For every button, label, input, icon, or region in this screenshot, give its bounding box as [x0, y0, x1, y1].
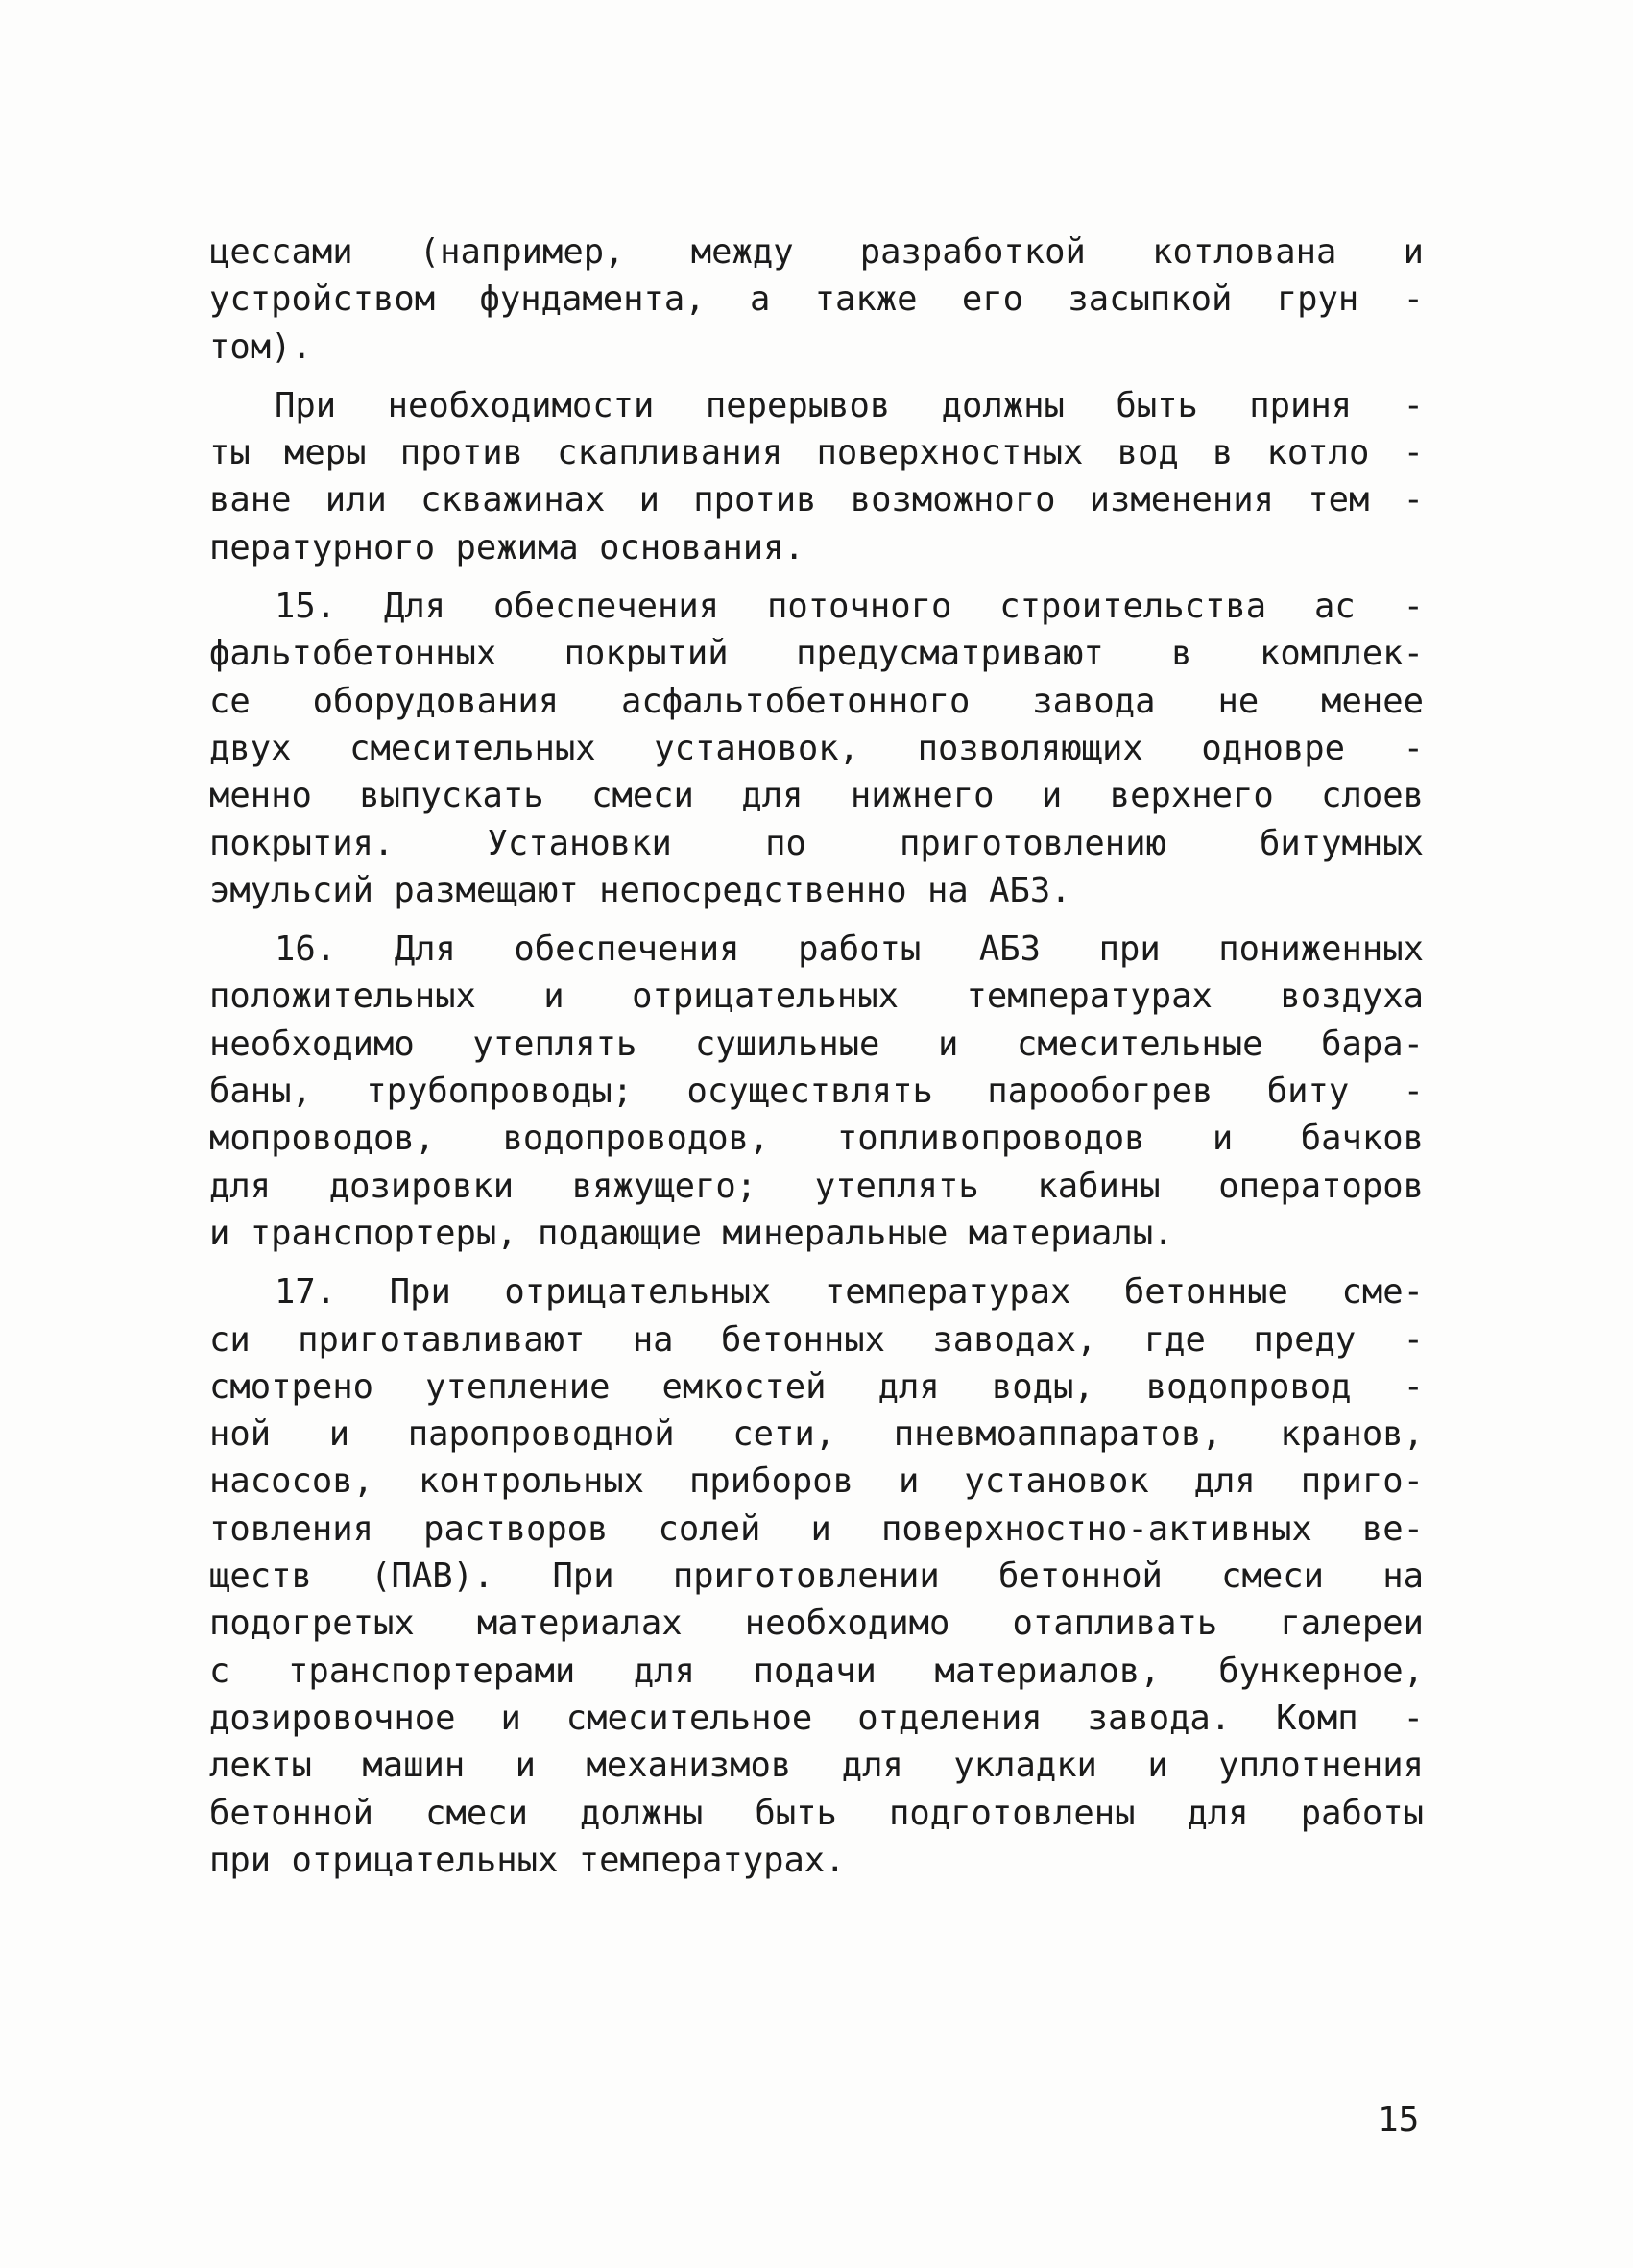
text-line: устройством фундамента, а также его засыпкой грун -	[209, 279, 1424, 320]
text-line: фальтобетонных покрытий предусматривают в комплек-	[209, 634, 1424, 674]
text-line: баны, трубопроводы; осуществлять парообогрев биту -	[209, 1072, 1424, 1112]
paragraph	[209, 926, 1424, 1257]
text-line: покрытия. Установки по приготовлению битумных	[209, 823, 1424, 863]
text-line: цессами (например, между разработкой котлована и	[209, 232, 1424, 272]
text-line: подогретых материалах необходимо отапливать галереи	[209, 1604, 1424, 1644]
text-line: си приготавливают на бетонных заводах, где преду -	[209, 1319, 1424, 1360]
text-line: мопроводов, водопроводов, топливопроводов и бачков	[209, 1119, 1424, 1159]
paragraph-gap	[209, 1257, 1424, 1268]
text-line: с транспортерами для подачи материалов, бункерное,	[209, 1651, 1424, 1691]
text-line: том).	[209, 326, 312, 367]
text-line: эмульсий размещают непосредственно на АБЗ.	[209, 870, 1071, 910]
text-line: товления растворов солей и поверхностно-активных ве-	[209, 1508, 1424, 1549]
text-line: двух смесительных установок, позволяющих одновре -	[209, 728, 1424, 768]
paragraph-gap	[209, 914, 1424, 926]
text-line: и транспортеры, подающие минеральные материалы.	[209, 1213, 1174, 1253]
page-number: 15	[1378, 2100, 1420, 2139]
text-line: 16. Для обеспечения работы АБЗ при пониженных	[275, 929, 1424, 970]
body-text	[209, 229, 1424, 1884]
text-line: При необходимости перерывов должны быть приня -	[275, 385, 1424, 425]
text-line: ване или скважинах и против возможного изменения тем -	[209, 480, 1424, 520]
text-line: ной и паропроводной сети, пневмоаппаратов, кранов,	[209, 1414, 1424, 1455]
text-line: менно выпускать смеси для нижнего и верхнего слоев	[209, 776, 1424, 816]
paragraph-gap	[209, 371, 1424, 382]
paragraph	[209, 382, 1424, 571]
text-line: ты меры против скапливания поверхностных вод в котло -	[209, 433, 1424, 473]
paragraph	[209, 583, 1424, 914]
text-line: необходимо утеплять сушильные и смесительные бара-	[209, 1024, 1424, 1064]
text-line: насосов, контрольных приборов и установок для приго-	[209, 1461, 1424, 1502]
text-line: се оборудования асфальтобетонного завода не менее	[209, 681, 1424, 721]
paragraph-gap	[209, 571, 1424, 583]
text-line: ществ (ПАВ). При приготовлении бетонной смеси на	[209, 1556, 1424, 1597]
text-line: смотрено утепление емкостей для воды, водопровод -	[209, 1366, 1424, 1407]
text-line: положительных и отрицательных температурах воздуха	[209, 977, 1424, 1017]
text-line: бетонной смеси должны быть подготовлены для работы	[209, 1793, 1424, 1833]
text-line: 17. При отрицательных температурах бетонные сме-	[275, 1272, 1424, 1313]
text-line: лекты машин и механизмов для укладки и уплотнения	[209, 1746, 1424, 1786]
paragraph	[209, 229, 1424, 371]
text-line: пературного режима основания.	[209, 527, 804, 567]
text-line: дозировочное и смесительное отделения завода. Комп -	[209, 1698, 1424, 1738]
text-line: для дозировки вяжущего; утеплять кабины операторов	[209, 1166, 1424, 1206]
text-line: при отрицательных температурах.	[209, 1840, 846, 1880]
paragraph	[209, 1268, 1424, 1884]
text-line: 15. Для обеспечения поточного строительства ас -	[275, 587, 1424, 627]
